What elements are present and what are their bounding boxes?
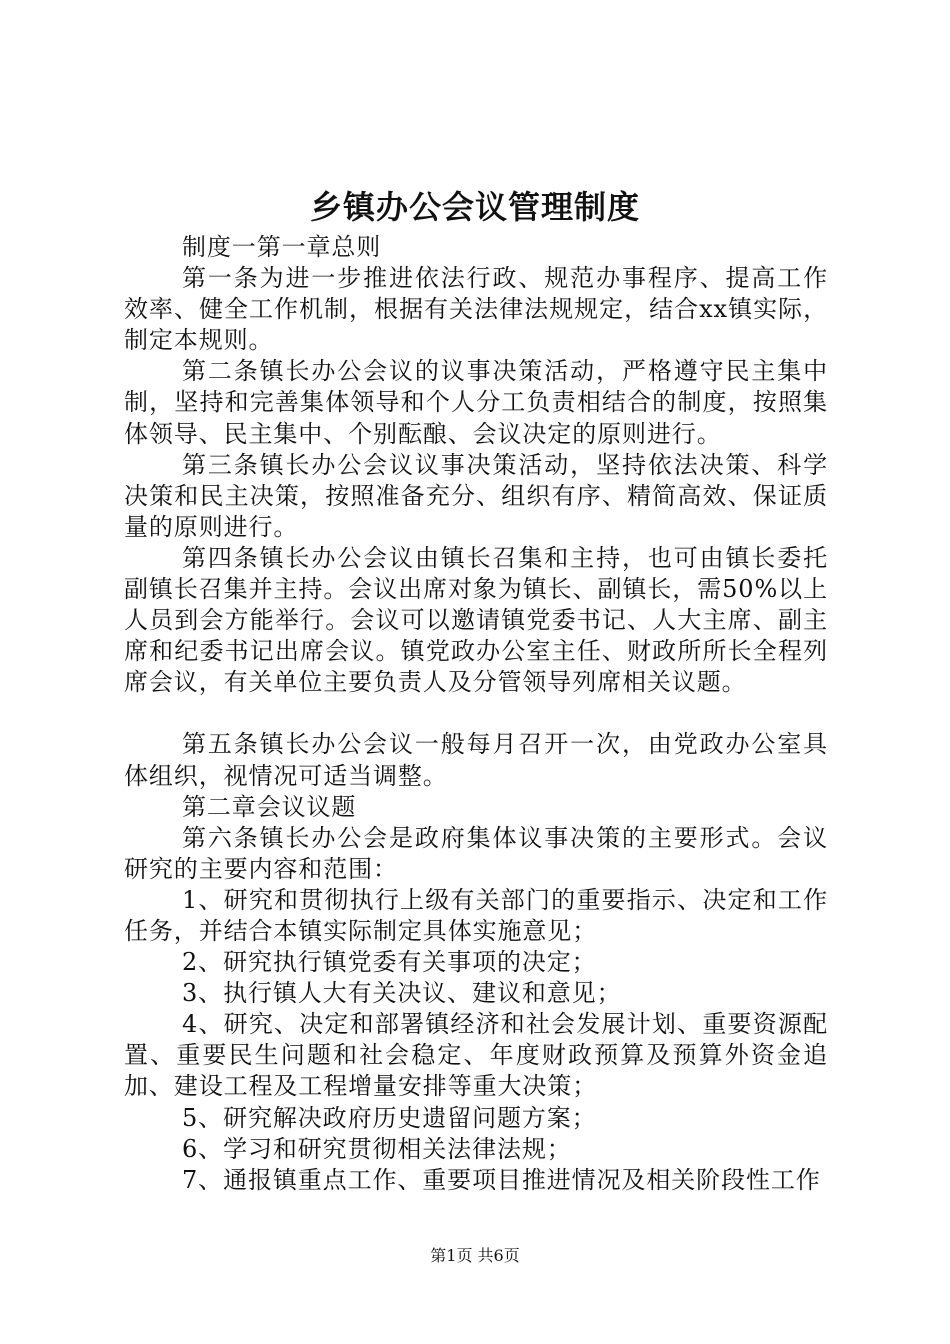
document-body bbox=[124, 232, 828, 1196]
chapter-heading: 制度一第一章总则 bbox=[182, 233, 382, 261]
paragraph: 第五条镇长办公会议一般每月召开一次，由党政办公室具体组织，视情况可适当调整。 bbox=[124, 730, 828, 790]
list-item: 4、研究、决定和部署镇经济和社会发展计划、重要资源配置、重要民生问题和社会稳定、年度财政预算及预算外资金追加、建设工程及工程增量安排等重大决策； bbox=[124, 1010, 828, 1101]
paragraph: 第三条镇长办公会议议事决策活动，坚持依法决策、科学决策和民主决策，按照准备充分、组织有序、精简高效、保证质量的原则进行。 bbox=[124, 450, 828, 541]
list-item: 3、执行镇人大有关决议、建议和意见； bbox=[182, 979, 622, 1008]
list-item: 2、研究执行镇党委有关事项的决定； bbox=[182, 948, 597, 977]
list-item: 5、研究解决政府历史遗留问题方案； bbox=[182, 1103, 597, 1132]
paragraph: 第四条镇长办公会议由镇长召集和主持，也可由镇长委托副镇长召集并主持。会议出席对象为镇长、副镇长，需50%以上人员到会方能举行。会议可以邀请镇党委书记、人大主席、副主席和纪委书记出席会议。镇党政办公室主任、财政所所长全程列席会议，有关单位主要负责人及分管领导列席相关议题。 bbox=[124, 543, 828, 697]
paragraph: 第二条镇长办公会议的议事决策活动，严格遵守民主集中制，坚持和完善集体领导和个人分工负责相结合的制度，按照集体领导、民主集中、个别酝酿、会议决定的原则进行。 bbox=[124, 357, 828, 448]
paragraph: 第六条镇长办公会是政府集体议事决策的主要形式。会议研究的主要内容和范围： bbox=[124, 823, 828, 883]
document-title: 乡镇办公会议管理制度 bbox=[309, 188, 640, 226]
list-item: 7、通报镇重点工作、重要项目推进情况及相关阶段性工作 bbox=[182, 1165, 821, 1194]
paragraph: 第一条为进一步推进依法行政、规范办事程序、提高工作效率、健全工作机制，根据有关法律法规规定，结合xx镇实际，制定本规则。 bbox=[124, 264, 828, 355]
list-item: 1、研究和贯彻执行上级有关部门的重要指示、决定和工作任务，并结合本镇实际制定具体实施意见； bbox=[124, 885, 828, 945]
list-item: 6、学习和研究贯彻相关法律法规； bbox=[182, 1134, 572, 1163]
page-footer: 第1页 共6页 bbox=[430, 1246, 520, 1265]
chapter-heading: 第二章会议议题 bbox=[182, 792, 357, 821]
